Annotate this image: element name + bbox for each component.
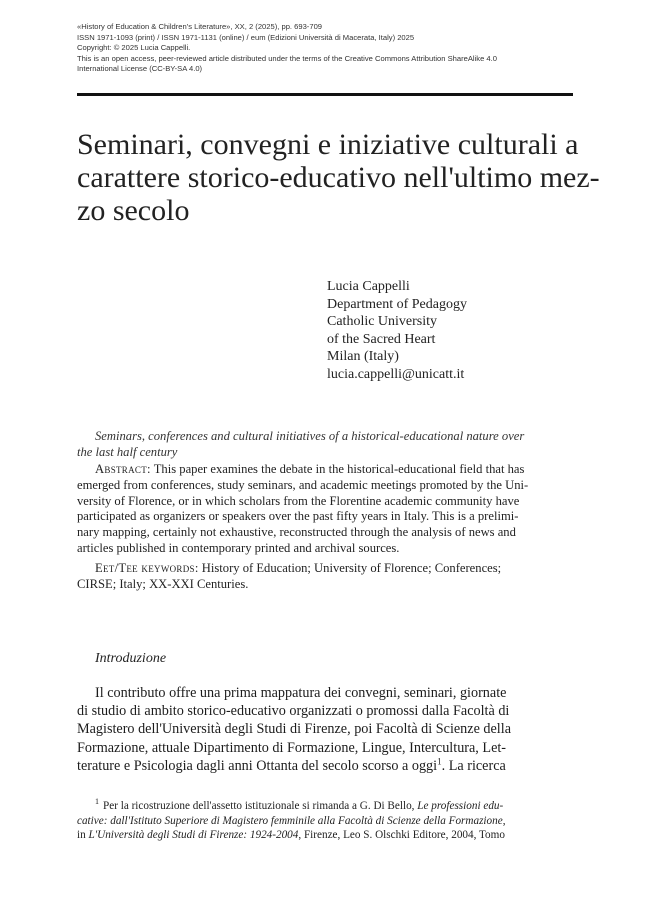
author-name: Lucia Cappelli <box>327 279 410 294</box>
footnote-text: , <box>502 814 506 827</box>
english-title <box>77 428 574 460</box>
abstract <box>77 462 574 557</box>
footnote-text: Per la ricostruzione dell'assetto istituzionale si rimanda a G. Di Bello, <box>103 800 418 812</box>
abstract-line: versity of Florence, or in which scholars from the Florentine academic community have <box>77 493 520 508</box>
copyright-line: Copyright: © 2025 Lucia Cappelli. <box>77 43 191 53</box>
section-heading: Introduzione <box>95 651 167 666</box>
footnote-line <box>77 799 574 814</box>
license-line-cont: International License (CC-BY-SA 4.0) <box>77 64 203 74</box>
title-line: carattere storico-educativo nell'ultimo mez- <box>77 161 600 194</box>
title-line: Seminari, convegni e iniziative culturali a <box>77 128 579 161</box>
abstract-line: emerged from conferences, study seminars, and academic meetings promoted by the Uni- <box>77 477 529 492</box>
footnote-number: 1 <box>95 797 99 807</box>
body-line: di studio di ambito storico-educativo organizzati o promossi dalla Facoltà di <box>77 703 510 720</box>
abstract-text: This paper examines the debate in the historical-educational field that has <box>153 462 525 476</box>
keywords-line: CIRSE; Italy; XX-XXI Centuries. <box>77 576 249 591</box>
body-text: . La ricerca <box>441 757 506 774</box>
body-text: terature e Psicologia dagli anni Ottanta del secolo scorso a oggi <box>77 757 438 774</box>
footnote-text: , Firenze, Leo S. Olschki Editore, 2004, Tomo <box>298 829 505 842</box>
footnote-line <box>77 828 574 843</box>
title-line: zo secolo <box>77 194 190 227</box>
footnote-italic: Le professioni edu- <box>417 800 504 812</box>
journal-citation: «History of Education & Children's Literature», XX, 2 (2025), pp. 693-709 <box>77 22 323 31</box>
author-city: Milan (Italy) <box>327 349 399 364</box>
abstract-label: Abstract: <box>95 462 151 476</box>
body-line: Magistero dell'Università degli Studi di Firenze, poi Facoltà di Scienze della <box>77 721 511 738</box>
header-rule <box>77 93 573 96</box>
body-paragraph <box>77 684 574 775</box>
footnote-line <box>77 814 574 829</box>
body-line: Il contributo offre una prima mappatura dei convegni, seminari, giornate <box>95 685 507 701</box>
footnote-ref[interactable]: 1 <box>437 756 442 767</box>
abstract-first-line <box>77 462 574 478</box>
english-title-line: Seminars, conferences and cultural initiatives of a historical-educational nature over <box>95 429 525 443</box>
license-line: This is an open access, peer-reviewed article distributed under the terms of the Creative Commons Attribution ShareAlike 4.0 <box>77 53 497 63</box>
english-title-line: the last half century <box>77 445 178 459</box>
keywords <box>77 561 574 593</box>
author-university-cont: of the Sacred Heart <box>327 331 436 347</box>
keywords-text: History of Education; University of Florence; Conferences; <box>201 561 502 575</box>
author-university: Catholic University <box>327 314 438 329</box>
issn-line: ISSN 1971-1093 (print) / ISSN 1971-1131 (online) / eum (Edizioni Università di Macerata, Italy) 2025 <box>77 32 415 42</box>
keywords-label: Eet/Tee keywords: <box>95 561 199 575</box>
body-line: Formazione, attuale Dipartimento di Formazione, Lingue, Intercultura, Let- <box>77 739 507 756</box>
keywords-first-line <box>77 561 574 577</box>
footnote <box>77 799 574 843</box>
abstract-line: participated as organizers or speakers over the past fifty years in Italy. This is a prelimi- <box>77 509 519 524</box>
journal-header <box>77 22 577 75</box>
body-line <box>77 757 574 775</box>
author-department: Department of Pedagogy <box>327 296 467 312</box>
abstract-line: articles published in contemporary printed and archival sources. <box>77 540 400 555</box>
footnote-italic: L'Università degli Studi di Firenze: 1924-2004 <box>88 829 299 842</box>
footnote-italic: cative: dall'Istituto Superiore di Magistero femminile alla Facoltà di Scienze della Formazione <box>77 814 503 827</box>
abstract-line: nary mapping, certainly not exhaustive, reconstructed through the analysis of news and <box>77 525 516 540</box>
article-title <box>77 128 600 227</box>
footnote-text: in <box>77 829 89 842</box>
author-email[interactable]: lucia.cappelli@unicatt.it <box>327 366 465 382</box>
author-affiliation <box>327 278 467 383</box>
